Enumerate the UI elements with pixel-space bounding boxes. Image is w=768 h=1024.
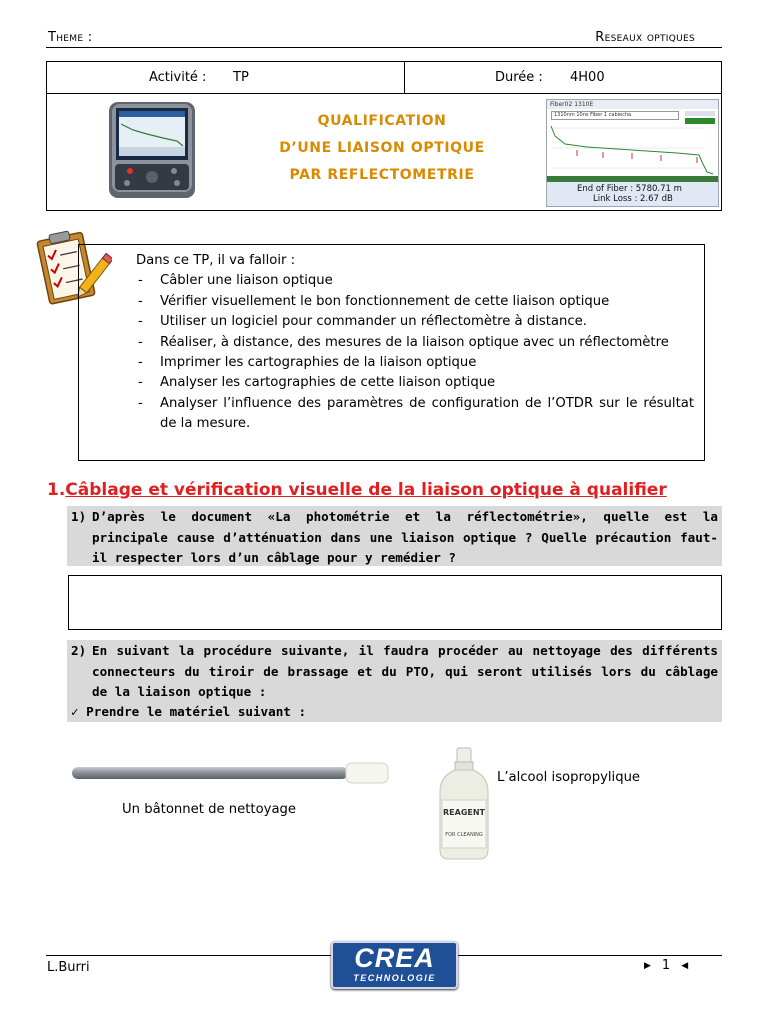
footer-author: L.Burri — [47, 960, 90, 975]
duration-value: 4H00 — [570, 70, 605, 85]
triangle-left-icon: ◀ — [681, 961, 689, 971]
triangle-right-icon: ▶ — [644, 961, 651, 971]
question-2-number: 2) — [71, 643, 87, 658]
header-rule — [46, 47, 722, 48]
page-number: 1 — [661, 958, 671, 973]
intro-box — [78, 244, 705, 461]
section-1-number: 1. — [47, 480, 66, 500]
intro-item: - Analyser les cartographies de cette liaison optique — [136, 373, 694, 393]
intro-lead: Dans ce TP, il va falloir : — [136, 253, 296, 268]
intro-item: - Vérifier visuellement le bon fonctionnement de cette liaison optique — [136, 292, 694, 312]
section-1-title: Câblage et vérification visuelle de la liaison optique à qualifier — [65, 480, 667, 500]
intro-list — [136, 271, 694, 434]
checkmark-icon: ✓ — [71, 704, 87, 719]
activity-value: TP — [233, 70, 249, 85]
info-row-divider — [47, 93, 721, 94]
end-of-fiber-text: End of Fiber : 5780.71 m — [577, 184, 682, 194]
question-2-check — [71, 702, 306, 723]
theme-label: Theme : — [48, 30, 93, 45]
otdr-screen-legend: 1310nm 10ns Fiber 1 cabiecha — [551, 111, 679, 120]
otdr-trace-screenshot — [546, 99, 719, 207]
answer-box-1[interactable] — [68, 575, 722, 630]
bottle-label: REAGENT — [443, 808, 485, 817]
intro-item: - Utiliser un logiciel pour commander un réflectomètre à distance. — [136, 312, 694, 332]
title-line-3: PAR REFLECTOMETRIE — [289, 167, 475, 183]
duration-label: Durée : — [495, 70, 543, 85]
question-2-text: En suivant la procédure suivante, il faudra procéder au nettoyage des différents connecteurs du tiroir de brassage et du PTO, qui seront utilisés lors du câblage de la liaison optique : — [92, 643, 718, 699]
logo-main-text: CREA — [354, 943, 435, 973]
page-number-group — [644, 958, 688, 973]
question-2-check-text: Prendre le matériel suivant : — [86, 704, 307, 719]
otdr-screen-header: Fiber02 1310E — [547, 100, 719, 109]
intro-item: - Réaliser, à distance, des mesures de la liaison optique avec un réflectomètre — [136, 333, 694, 353]
title-line-2: D’UNE LIAISON OPTIQUE — [279, 140, 485, 156]
otdr-device-image — [107, 100, 197, 200]
activity-label: Activité : — [149, 70, 207, 85]
logo-sub-text: TECHNOLOGIE — [353, 973, 436, 983]
bottle-sublabel: FOR CLEANING — [445, 832, 483, 838]
question-1-text: D’après le document «La photométrie et la réflectométrie», quelle est la principale cause d’atténuation dans une liaison optique ? Quelle précaution faut-il respecter lors d’un câblage pour y remédier ? — [92, 509, 718, 565]
swab-caption: Un bâtonnet de nettoyage — [122, 802, 297, 817]
intro-item: - Imprimer les cartographies de la liaison optique — [136, 353, 694, 373]
link-loss-text: Link Loss : 2.67 dB — [593, 194, 673, 204]
alcohol-caption: L’alcool isopropylique — [497, 770, 641, 785]
subject-label: Reseaux optiques — [595, 30, 695, 45]
intro-item: - Analyser l’influence des paramètres de configuration de l’OTDR sur le résultat de la mesure. — [136, 394, 694, 435]
intro-item: - Câbler une liaison optique — [136, 271, 694, 291]
alcohol-bottle-image — [436, 746, 492, 862]
question-1-number: 1) — [71, 509, 87, 524]
question-2 — [67, 640, 722, 722]
crea-logo — [331, 941, 458, 989]
section-1-heading — [47, 480, 667, 500]
info-col-divider — [404, 62, 405, 93]
question-1 — [67, 506, 722, 566]
cleaning-swab-image — [70, 760, 392, 786]
title-line-1: QUALIFICATION — [317, 113, 447, 129]
